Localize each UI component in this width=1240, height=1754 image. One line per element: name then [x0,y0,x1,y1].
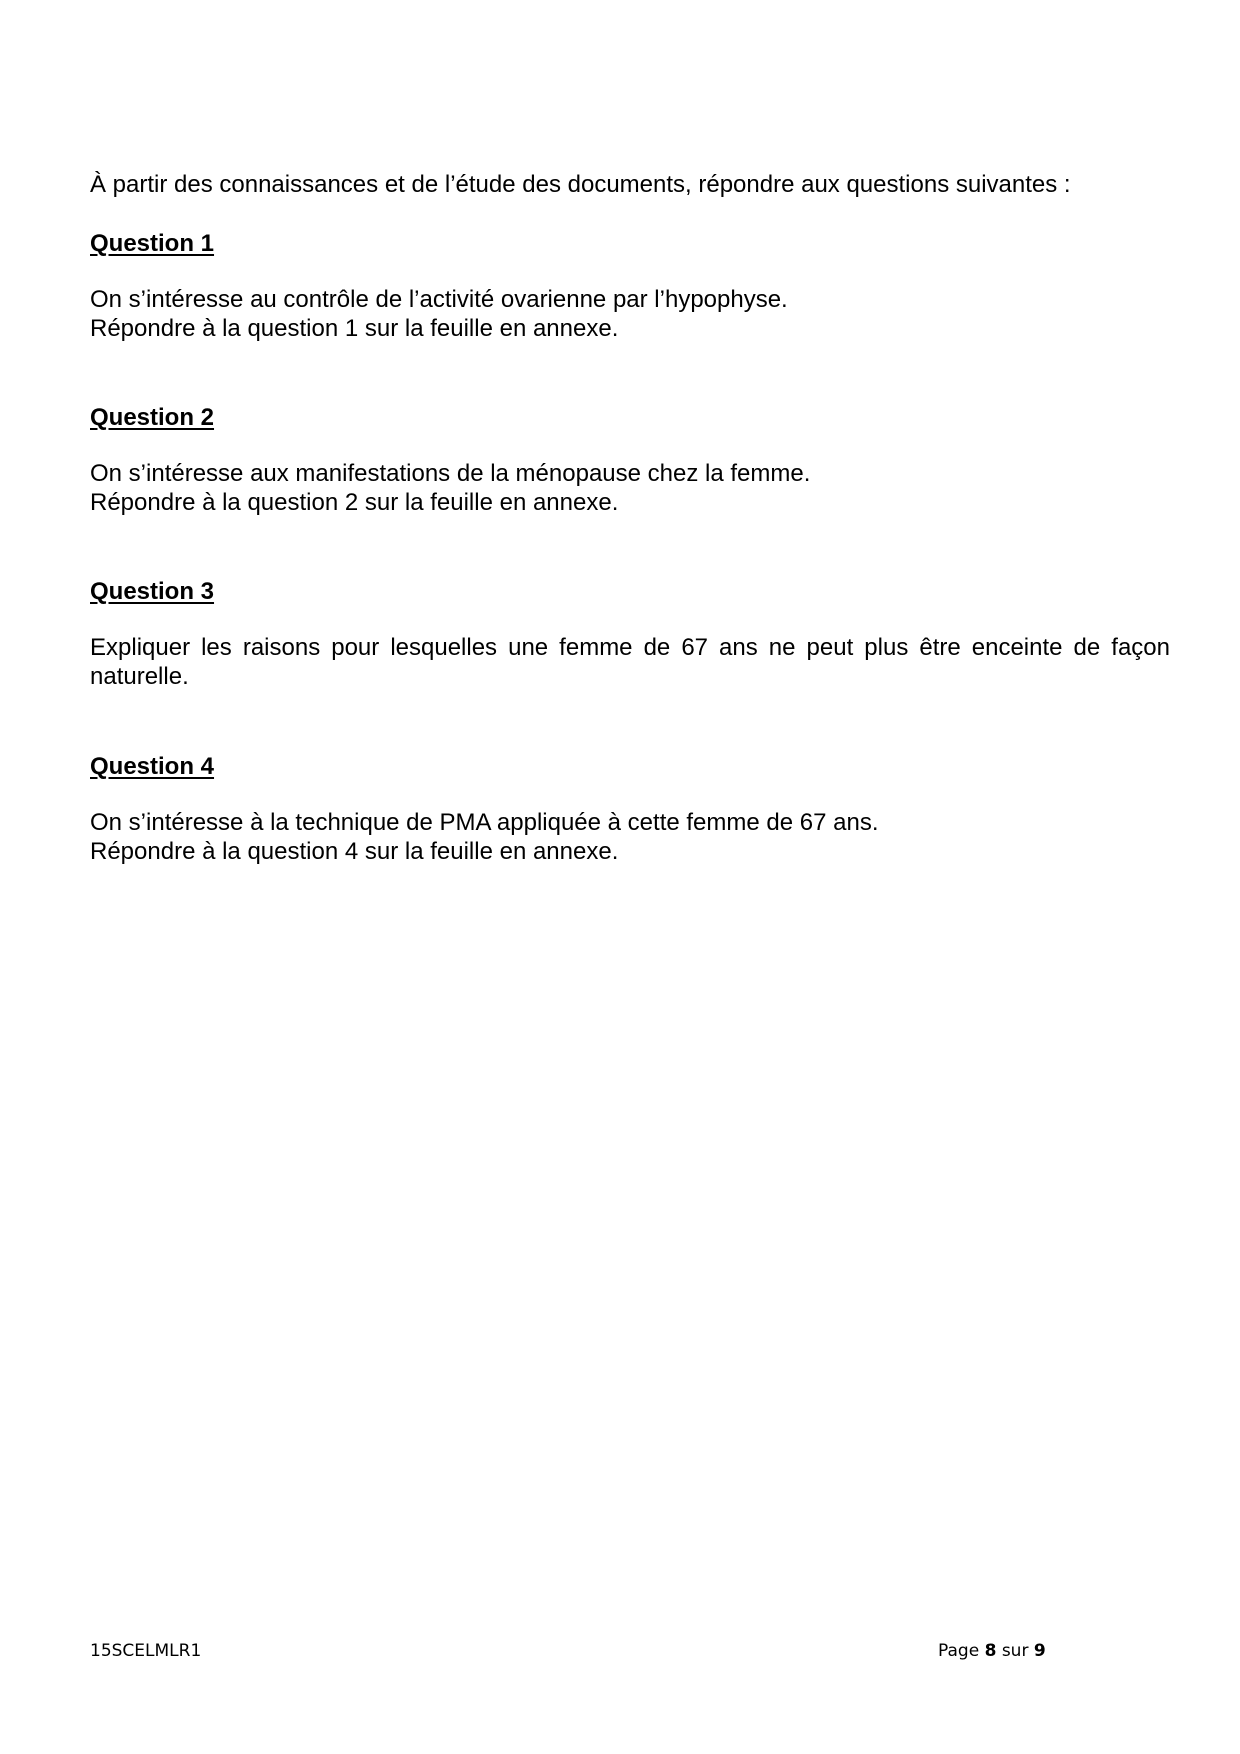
question-1-title: Question 1 [90,230,215,257]
question-3-line-2: naturelle. [90,663,189,690]
footer-page-current: 8 [984,1641,997,1661]
footer-document-code: 15SCELMLR1 [90,1641,202,1661]
question-4-title: Question 4 [90,753,215,780]
question-2-section [90,404,1170,517]
question-2-title: Question 2 [90,404,215,431]
question-4-line-2: Répondre à la question 4 sur la feuille en annexe. [90,838,619,865]
question-3-line-1: Expliquer les raisons pour lesquelles une femme de 67 ans ne peut plus être enceinte de façon [90,634,1170,661]
question-1-text [90,285,1170,343]
question-3-title: Question 3 [90,578,215,605]
question-1-line-2: Répondre à la question 1 sur la feuille en annexe. [90,315,619,342]
question-1-section [90,230,1170,343]
question-3-text [90,633,1170,691]
question-2-line-2: Répondre à la question 2 sur la feuille en annexe. [90,489,619,516]
question-2-text [90,459,1170,517]
question-4-section [90,753,1170,866]
question-3-section [90,578,1170,691]
footer-page-number [938,1640,1046,1662]
question-4-text [90,808,1170,866]
footer-of-word: sur [1001,1641,1029,1661]
intro-instruction: À partir des connaissances et de l’étude des documents, répondre aux questions suivantes : [90,171,1071,198]
question-4-line-1: On s’intéresse à la technique de PMA appliquée à cette femme de 67 ans. [90,809,879,836]
question-1-line-1: On s’intéresse au contrôle de l’activité ovarienne par l’hypophyse. [90,286,788,313]
footer-page-word: Page [938,1641,980,1661]
question-2-line-1: On s’intéresse aux manifestations de la ménopause chez la femme. [90,460,811,487]
footer-page-total: 9 [1033,1641,1046,1661]
